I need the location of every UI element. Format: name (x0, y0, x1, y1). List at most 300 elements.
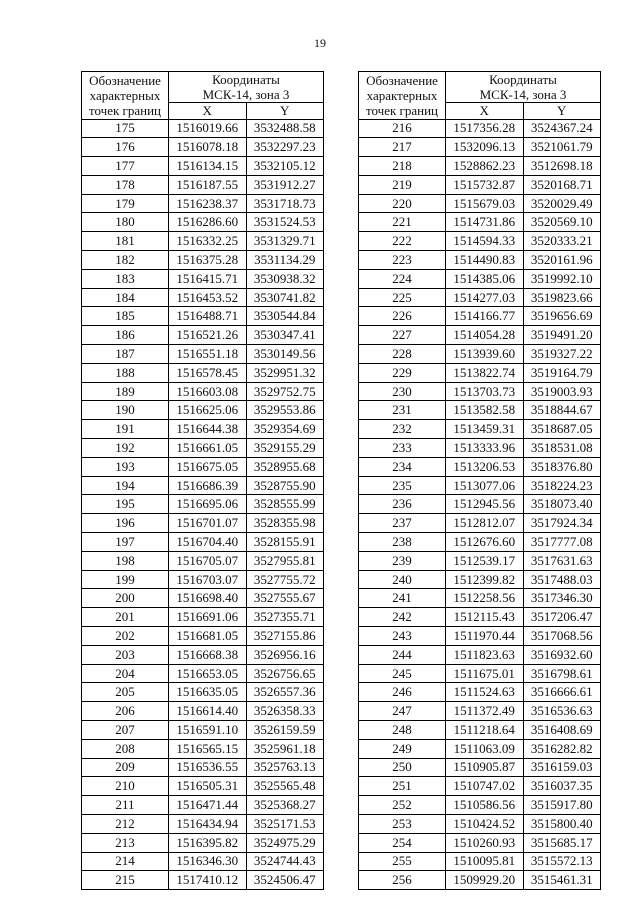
y-coordinate-cell: 3527755.72 (246, 570, 324, 589)
x-coordinate-cell: 1516286.60 (169, 213, 247, 232)
point-number-cell: 210 (82, 777, 169, 796)
x-coordinate-cell: 1516705.07 (169, 551, 247, 570)
table-row (359, 326, 601, 345)
x-coordinate-cell: 1514277.03 (446, 288, 524, 307)
x-coordinate-cell: 1516614.40 (169, 702, 247, 721)
point-number-cell: 232 (359, 420, 446, 439)
x-coordinate-cell: 1511970.44 (446, 627, 524, 646)
table-row (82, 288, 324, 307)
x-coordinate-cell: 1516691.06 (169, 608, 247, 627)
y-coordinate-cell: 3520161.96 (523, 251, 601, 270)
point-number-cell: 188 (82, 363, 169, 382)
designation-line-3: точек границ (365, 102, 439, 118)
y-coordinate-cell: 3527955.81 (246, 551, 324, 570)
y-coordinate-cell: 3529752.75 (246, 382, 324, 401)
y-coordinate-cell: 3526557.36 (246, 683, 324, 702)
point-number-cell: 192 (82, 439, 169, 458)
point-number-cell: 220 (359, 194, 446, 213)
coordinates-table-body (82, 119, 324, 890)
table-row (82, 702, 324, 721)
table-row (82, 871, 324, 890)
designation-header (82, 72, 169, 120)
table-row (82, 758, 324, 777)
x-coordinate-cell: 1516668.38 (169, 645, 247, 664)
y-coordinate-cell: 3525961.18 (246, 739, 324, 758)
table-row (359, 307, 601, 326)
point-number-cell: 183 (82, 269, 169, 288)
table-row (359, 119, 601, 138)
y-coordinate-cell: 3516408.69 (523, 721, 601, 740)
designation-line-1: Обозначение (89, 72, 161, 88)
y-coordinate-cell: 3526358.33 (246, 702, 324, 721)
table-row (359, 288, 601, 307)
table-row (82, 119, 324, 138)
point-number-cell: 212 (82, 814, 169, 833)
point-number-cell: 178 (82, 175, 169, 194)
x-coordinate-cell: 1512539.17 (446, 551, 524, 570)
table-row (82, 645, 324, 664)
y-coordinate-cell: 3525368.27 (246, 796, 324, 815)
point-number-cell: 248 (359, 721, 446, 740)
table-row (359, 777, 601, 796)
y-coordinate-cell: 3532488.58 (246, 119, 324, 138)
table-row (82, 213, 324, 232)
y-coordinate-cell: 3517068.56 (523, 627, 601, 646)
point-number-cell: 202 (82, 627, 169, 646)
table-row (359, 758, 601, 777)
y-coordinate-cell: 3519327.22 (523, 345, 601, 364)
x-coordinate-cell: 1512115.43 (446, 608, 524, 627)
y-coordinate-cell: 3519491.20 (523, 326, 601, 345)
table-row (82, 420, 324, 439)
coordinates-table-left (81, 71, 324, 890)
table-row (359, 551, 601, 570)
point-number-cell: 236 (359, 495, 446, 514)
y-coordinate-cell: 3518844.67 (523, 401, 601, 420)
point-number-cell: 211 (82, 796, 169, 815)
x-coordinate-cell: 1516505.31 (169, 777, 247, 796)
table-row (359, 363, 601, 382)
point-number-cell: 203 (82, 645, 169, 664)
y-coordinate-cell: 3531329.71 (246, 232, 324, 251)
y-coordinate-cell: 3529155.29 (246, 439, 324, 458)
table-row (359, 382, 601, 401)
x-coordinate-cell: 1516434.94 (169, 814, 247, 833)
x-coordinate-cell: 1515732.87 (446, 175, 524, 194)
x-column-header: X (446, 103, 524, 120)
point-number-cell: 176 (82, 138, 169, 157)
table-row (82, 533, 324, 552)
point-number-cell: 201 (82, 608, 169, 627)
x-coordinate-cell: 1510586.56 (446, 796, 524, 815)
y-coordinate-cell: 3531718.73 (246, 194, 324, 213)
x-coordinate-cell: 1516661.05 (169, 439, 247, 458)
y-coordinate-cell: 3527555.67 (246, 589, 324, 608)
table-row (359, 683, 601, 702)
x-coordinate-cell: 1511372.49 (446, 702, 524, 721)
x-coordinate-cell: 1511823.63 (446, 645, 524, 664)
table-row (82, 457, 324, 476)
table-row (359, 608, 601, 627)
x-coordinate-cell: 1516591.10 (169, 721, 247, 740)
x-coordinate-cell: 1509929.20 (446, 871, 524, 890)
point-number-cell: 247 (359, 702, 446, 721)
table-row (82, 345, 324, 364)
point-number-cell: 223 (359, 251, 446, 270)
y-coordinate-cell: 3524506.47 (246, 871, 324, 890)
table-row (82, 251, 324, 270)
table-row (359, 533, 601, 552)
x-coordinate-cell: 1516187.55 (169, 175, 247, 194)
table-row (359, 251, 601, 270)
y-coordinate-cell: 3528755.90 (246, 476, 324, 495)
point-number-cell: 217 (359, 138, 446, 157)
point-number-cell: 189 (82, 382, 169, 401)
y-coordinate-cell: 3516798.61 (523, 664, 601, 683)
point-number-cell: 185 (82, 307, 169, 326)
point-number-cell: 254 (359, 833, 446, 852)
x-coordinate-cell: 1512399.82 (446, 570, 524, 589)
y-coordinate-cell: 3518073.40 (523, 495, 601, 514)
point-number-cell: 256 (359, 871, 446, 890)
table-row (82, 664, 324, 683)
x-coordinate-cell: 1510424.52 (446, 814, 524, 833)
y-coordinate-cell: 3528555.99 (246, 495, 324, 514)
x-coordinate-cell: 1516488.71 (169, 307, 247, 326)
x-coordinate-cell: 1516635.05 (169, 683, 247, 702)
y-coordinate-cell: 3517924.34 (523, 514, 601, 533)
x-coordinate-cell: 1515679.03 (446, 194, 524, 213)
x-coordinate-cell: 1513459.31 (446, 420, 524, 439)
x-coordinate-cell: 1516471.44 (169, 796, 247, 815)
x-coordinate-cell: 1516453.52 (169, 288, 247, 307)
y-coordinate-cell: 3526956.16 (246, 645, 324, 664)
table-row (82, 157, 324, 176)
y-column-header: Y (523, 103, 601, 120)
y-coordinate-cell: 3515800.40 (523, 814, 601, 833)
x-coordinate-cell: 1513582.58 (446, 401, 524, 420)
y-coordinate-cell: 3512698.18 (523, 157, 601, 176)
y-coordinate-cell: 3526159.59 (246, 721, 324, 740)
y-coordinate-cell: 3531912.27 (246, 175, 324, 194)
x-coordinate-cell: 1514054.28 (446, 326, 524, 345)
table-row (359, 138, 601, 157)
y-coordinate-cell: 3517206.47 (523, 608, 601, 627)
y-coordinate-cell: 3518531.08 (523, 439, 601, 458)
point-number-cell: 213 (82, 833, 169, 852)
point-number-cell: 191 (82, 420, 169, 439)
point-number-cell: 184 (82, 288, 169, 307)
point-number-cell: 224 (359, 269, 446, 288)
table-row (359, 702, 601, 721)
point-number-cell: 190 (82, 401, 169, 420)
y-coordinate-cell: 3527355.71 (246, 608, 324, 627)
point-number-cell: 175 (82, 119, 169, 138)
y-coordinate-cell: 3515685.17 (523, 833, 601, 852)
point-number-cell: 249 (359, 739, 446, 758)
point-number-cell: 231 (359, 401, 446, 420)
table-row (82, 307, 324, 326)
y-coordinate-cell: 3515572.13 (523, 852, 601, 871)
point-number-cell: 229 (359, 363, 446, 382)
y-coordinate-cell: 3517488.03 (523, 570, 601, 589)
point-number-cell: 195 (82, 495, 169, 514)
x-coordinate-cell: 1516704.40 (169, 533, 247, 552)
table-row (82, 326, 324, 345)
y-coordinate-cell: 3518224.23 (523, 476, 601, 495)
x-coordinate-cell: 1511675.01 (446, 664, 524, 683)
y-coordinate-cell: 3530938.32 (246, 269, 324, 288)
table-row (359, 645, 601, 664)
point-number-cell: 180 (82, 213, 169, 232)
point-number-cell: 233 (359, 439, 446, 458)
coordinates-table-body (359, 119, 601, 890)
point-number-cell: 179 (82, 194, 169, 213)
x-coordinate-cell: 1510747.02 (446, 777, 524, 796)
table-row (82, 796, 324, 815)
y-coordinate-cell: 3528155.91 (246, 533, 324, 552)
y-coordinate-cell: 3529951.32 (246, 363, 324, 382)
table-row (82, 739, 324, 758)
table-row (359, 814, 601, 833)
table-row (82, 382, 324, 401)
x-coordinate-cell: 1516346.30 (169, 852, 247, 871)
point-number-cell: 177 (82, 157, 169, 176)
designation-line-2: характерных (89, 87, 161, 103)
y-coordinate-cell: 3519992.10 (523, 269, 601, 288)
table-row (359, 589, 601, 608)
y-coordinate-cell: 3529354.69 (246, 420, 324, 439)
y-coordinate-cell: 3526756.65 (246, 664, 324, 683)
y-coordinate-cell: 3516282.82 (523, 739, 601, 758)
x-coordinate-cell: 1512676.60 (446, 533, 524, 552)
y-coordinate-cell: 3516536.63 (523, 702, 601, 721)
designation-line-3: точек границ (88, 102, 162, 118)
point-number-cell: 246 (359, 683, 446, 702)
x-coordinate-cell: 1513077.06 (446, 476, 524, 495)
x-coordinate-cell: 1516603.08 (169, 382, 247, 401)
table-row (359, 664, 601, 683)
table-row (359, 627, 601, 646)
coordinates-header (169, 72, 324, 103)
y-coordinate-cell: 3525171.53 (246, 814, 324, 833)
y-coordinate-cell: 3519164.79 (523, 363, 601, 382)
table-row (359, 476, 601, 495)
x-coordinate-cell: 1514490.83 (446, 251, 524, 270)
table-row (359, 213, 601, 232)
x-coordinate-cell: 1512258.56 (446, 589, 524, 608)
x-coordinate-cell: 1528862.23 (446, 157, 524, 176)
table-row (82, 608, 324, 627)
y-coordinate-cell: 3515917.80 (523, 796, 601, 815)
point-number-cell: 187 (82, 345, 169, 364)
table-row (359, 721, 601, 740)
x-coordinate-cell: 1516681.05 (169, 627, 247, 646)
x-coordinate-cell: 1513206.53 (446, 457, 524, 476)
table-row (359, 796, 601, 815)
table-row (359, 401, 601, 420)
point-number-cell: 186 (82, 326, 169, 345)
table-row (359, 871, 601, 890)
x-coordinate-cell: 1516375.28 (169, 251, 247, 270)
x-coordinate-cell: 1516395.82 (169, 833, 247, 852)
point-number-cell: 244 (359, 645, 446, 664)
x-coordinate-cell: 1511524.63 (446, 683, 524, 702)
designation-line-2: характерных (366, 87, 438, 103)
point-number-cell: 242 (359, 608, 446, 627)
x-coordinate-cell: 1512812.07 (446, 514, 524, 533)
point-number-cell: 237 (359, 514, 446, 533)
point-number-cell: 245 (359, 664, 446, 683)
table-row (359, 570, 601, 589)
point-number-cell: 197 (82, 533, 169, 552)
y-coordinate-cell: 3517777.08 (523, 533, 601, 552)
y-coordinate-cell: 3532105.12 (246, 157, 324, 176)
table-row (359, 232, 601, 251)
point-number-cell: 241 (359, 589, 446, 608)
x-coordinate-cell: 1513822.74 (446, 363, 524, 382)
point-number-cell: 182 (82, 251, 169, 270)
table-row (359, 439, 601, 458)
y-coordinate-cell: 3519823.66 (523, 288, 601, 307)
y-coordinate-cell: 3517631.63 (523, 551, 601, 570)
point-number-cell: 222 (359, 232, 446, 251)
table-row (82, 514, 324, 533)
table-row (359, 457, 601, 476)
point-number-cell: 239 (359, 551, 446, 570)
table-row (359, 852, 601, 871)
x-coordinate-cell: 1514731.86 (446, 213, 524, 232)
table-row (82, 570, 324, 589)
x-coordinate-cell: 1514166.77 (446, 307, 524, 326)
point-number-cell: 199 (82, 570, 169, 589)
x-coordinate-cell: 1514385.06 (446, 269, 524, 288)
point-number-cell: 234 (359, 457, 446, 476)
point-number-cell: 251 (359, 777, 446, 796)
x-coordinate-cell: 1513939.60 (446, 345, 524, 364)
y-coordinate-cell: 3516037.35 (523, 777, 601, 796)
table-row (359, 514, 601, 533)
table-row (82, 138, 324, 157)
x-coordinate-cell: 1510905.87 (446, 758, 524, 777)
point-number-cell: 255 (359, 852, 446, 871)
y-coordinate-cell: 3515461.31 (523, 871, 601, 890)
table-row (82, 476, 324, 495)
x-coordinate-cell: 1516521.26 (169, 326, 247, 345)
point-number-cell: 235 (359, 476, 446, 495)
y-coordinate-cell: 3519003.93 (523, 382, 601, 401)
point-number-cell: 252 (359, 796, 446, 815)
x-coordinate-cell: 1516078.18 (169, 138, 247, 157)
table-row (82, 401, 324, 420)
table-row (359, 269, 601, 288)
y-coordinate-cell: 3520569.10 (523, 213, 601, 232)
y-coordinate-cell: 3530544.84 (246, 307, 324, 326)
x-coordinate-cell: 1516415.71 (169, 269, 247, 288)
x-coordinate-cell: 1511063.09 (446, 739, 524, 758)
point-number-cell: 216 (359, 119, 446, 138)
table-row (82, 551, 324, 570)
table-row (82, 439, 324, 458)
y-coordinate-cell: 3520333.21 (523, 232, 601, 251)
x-coordinate-cell: 1514594.33 (446, 232, 524, 251)
y-coordinate-cell: 3532297.23 (246, 138, 324, 157)
table-row (82, 589, 324, 608)
x-coordinate-cell: 1510095.81 (446, 852, 524, 871)
y-coordinate-cell: 3518687.05 (523, 420, 601, 439)
x-coordinate-cell: 1516625.06 (169, 401, 247, 420)
y-coordinate-cell: 3516932.60 (523, 645, 601, 664)
x-coordinate-cell: 1513333.96 (446, 439, 524, 458)
table-row (82, 683, 324, 702)
point-number-cell: 218 (359, 157, 446, 176)
coordinates-header (446, 72, 601, 103)
x-coordinate-cell: 1516675.05 (169, 457, 247, 476)
point-number-cell: 200 (82, 589, 169, 608)
y-coordinate-cell: 3517346.30 (523, 589, 601, 608)
x-coordinate-cell: 1516565.15 (169, 739, 247, 758)
y-coordinate-cell: 3518376.80 (523, 457, 601, 476)
x-coordinate-cell: 1532096.13 (446, 138, 524, 157)
y-coordinate-cell: 3524744.43 (246, 852, 324, 871)
x-coordinate-cell: 1513703.73 (446, 382, 524, 401)
x-coordinate-cell: 1516019.66 (169, 119, 247, 138)
designation-line-1: Обозначение (366, 72, 438, 88)
table-row (359, 345, 601, 364)
x-coordinate-cell: 1511218.64 (446, 721, 524, 740)
y-coordinate-cell: 3530741.82 (246, 288, 324, 307)
y-coordinate-cell: 3520168.71 (523, 175, 601, 194)
x-coordinate-cell: 1516238.37 (169, 194, 247, 213)
y-coordinate-cell: 3525565.48 (246, 777, 324, 796)
y-coordinate-cell: 3525763.13 (246, 758, 324, 777)
x-coordinate-cell: 1516578.45 (169, 363, 247, 382)
x-coordinate-cell: 1516698.40 (169, 589, 247, 608)
point-number-cell: 238 (359, 533, 446, 552)
table-row (82, 814, 324, 833)
table-row (82, 495, 324, 514)
point-number-cell: 208 (82, 739, 169, 758)
x-coordinate-cell: 1516695.06 (169, 495, 247, 514)
x-coordinate-cell: 1516644.38 (169, 420, 247, 439)
x-column-header: X (169, 103, 247, 120)
point-number-cell: 227 (359, 326, 446, 345)
coordinates-line-2: МСК-14, зона 3 (479, 87, 567, 102)
table-row (82, 269, 324, 288)
point-number-cell: 243 (359, 627, 446, 646)
point-number-cell: 214 (82, 852, 169, 871)
designation-header (359, 72, 446, 120)
page-number: 19 (314, 36, 326, 50)
point-number-cell: 240 (359, 570, 446, 589)
y-coordinate-cell: 3521061.79 (523, 138, 601, 157)
x-coordinate-cell: 1516653.05 (169, 664, 247, 683)
point-number-cell: 225 (359, 288, 446, 307)
table-row (82, 194, 324, 213)
point-number-cell: 228 (359, 345, 446, 364)
table-row (359, 157, 601, 176)
x-coordinate-cell: 1516536.55 (169, 758, 247, 777)
x-coordinate-cell: 1516703.07 (169, 570, 247, 589)
y-coordinate-cell: 3524975.29 (246, 833, 324, 852)
y-coordinate-cell: 3527155.86 (246, 627, 324, 646)
y-coordinate-cell: 3524367.24 (523, 119, 601, 138)
y-coordinate-cell: 3516159.03 (523, 758, 601, 777)
table-row (82, 363, 324, 382)
x-coordinate-cell: 1516701.07 (169, 514, 247, 533)
y-coordinate-cell: 3531524.53 (246, 213, 324, 232)
x-coordinate-cell: 1516551.18 (169, 345, 247, 364)
